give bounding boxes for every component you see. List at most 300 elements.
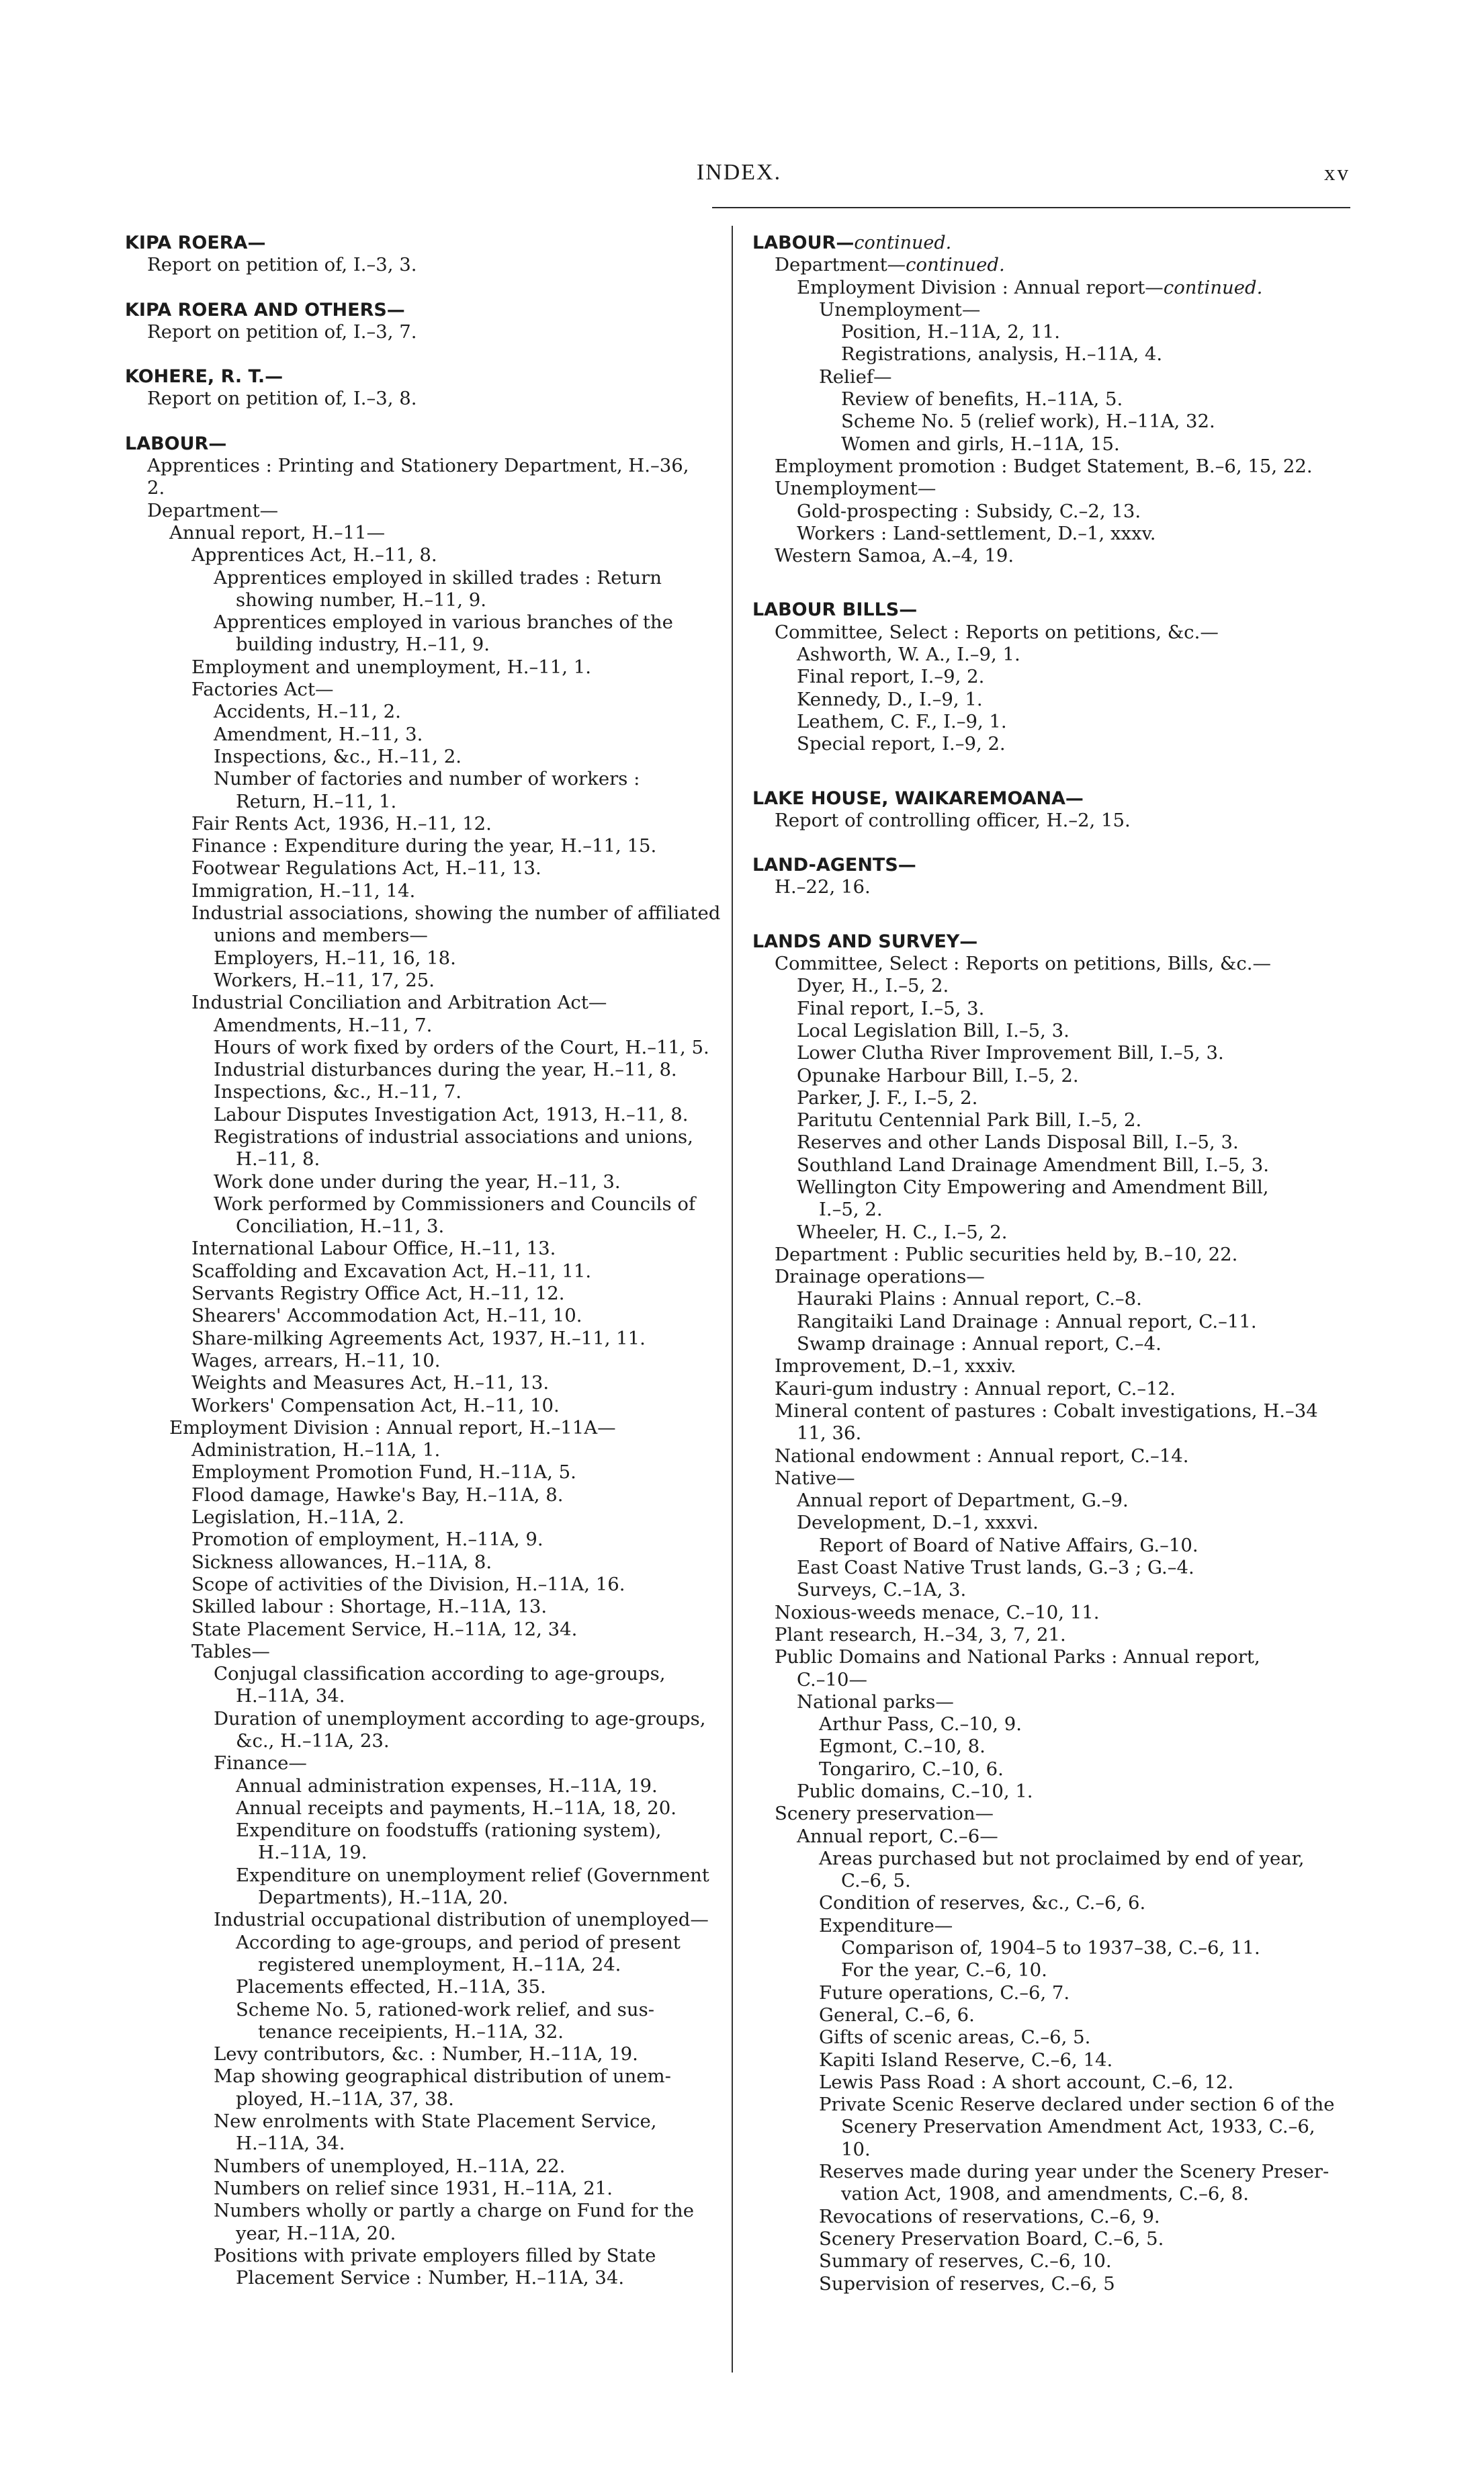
index-entry <box>752 1020 1357 1042</box>
index-entry <box>752 2273 1357 2295</box>
index-entry <box>125 992 719 1014</box>
entry-text: Shearers' Accommodation Act, H.–11, 10. <box>191 1305 582 1327</box>
index-entry <box>752 1736 1357 1758</box>
entry-text: Scenery Preservation Amendment Act, 1933, C.–6, <box>841 2116 1315 2138</box>
entry-text: LABOUR— <box>125 433 227 454</box>
entry-continued: continued. <box>854 232 952 253</box>
entry-text: Return, H.–11, 1. <box>236 790 397 812</box>
entry-text: Report of Board of Native Affairs, G.–10. <box>819 1534 1198 1556</box>
entry-text: showing number, H.–11, 9. <box>236 589 486 611</box>
index-entry <box>125 567 719 589</box>
index-entry <box>752 388 1357 411</box>
entry-text: Kennedy, D., I.–9, 1. <box>797 688 983 710</box>
entry-text: Reserves made during year under the Scenery Preser- <box>819 2161 1329 2183</box>
index-entry <box>752 1311 1357 1333</box>
entry-text: Reserves and other Lands Disposal Bill, I.–5, 3. <box>797 1132 1239 1154</box>
entry-text: Areas purchased but not proclaimed by end of year, <box>819 1847 1305 1869</box>
entry-text: H.–11A, 19. <box>258 1842 367 1864</box>
entry-text: Industrial associations, showing the number of affiliated <box>191 902 721 925</box>
column-divider <box>732 226 733 2373</box>
entry-text: KIPA ROERA AND OTHERS— <box>125 299 405 321</box>
entry-text: 10. <box>841 2138 871 2160</box>
index-entry <box>752 1333 1357 1355</box>
index-entry <box>752 366 1357 388</box>
entry-text: National parks— <box>797 1691 954 1713</box>
entry-text: Conjugal classification according to age-groups, <box>214 1663 666 1685</box>
index-entry <box>752 1400 1357 1422</box>
entry-text: building industry, H.–11, 9. <box>236 634 490 656</box>
entry-text: Lewis Pass Road : A short account, C.–6, 12. <box>819 2071 1234 2093</box>
entry-text: Opunake Harbour Bill, I.–5, 2. <box>797 1064 1079 1086</box>
entry-text: Work done under during the year, H.–11, 3. <box>214 1170 621 1193</box>
index-entry <box>752 1870 1357 1892</box>
index-entry <box>752 1378 1357 1400</box>
index-entry <box>125 679 719 701</box>
entry-text: Finance : Expenditure during the year, H.–11, 15. <box>191 835 657 857</box>
index-entry <box>125 1909 719 1931</box>
index-entry <box>125 321 719 343</box>
entry-text: Annual administration expenses, H.–11A, 19. <box>236 1775 658 1797</box>
page-number: xv <box>1324 161 1350 185</box>
entry-text: Apprentices employed in various branches of the <box>214 611 673 634</box>
index-entry <box>125 1506 719 1529</box>
index-entry <box>752 1557 1357 1579</box>
entry-text: H.–22, 16. <box>775 876 871 898</box>
entry-text: Final report, I.–5, 3. <box>797 997 985 1019</box>
index-entry <box>752 1713 1357 1736</box>
index-entry <box>752 1355 1357 1377</box>
entry-text: Women and girls, H.–11A, 15. <box>841 433 1120 455</box>
entry-text: Fair Rents Act, 1936, H.–11, 12. <box>191 812 492 835</box>
entry-text: Placement Service : Number, H.–11A, 34. <box>236 2267 625 2289</box>
index-entry <box>125 1215 719 1238</box>
index-entry <box>752 1602 1357 1624</box>
index-entry <box>125 477 719 499</box>
entry-text: Tongariro, C.–10, 6. <box>819 1758 1004 1780</box>
entry-text: Numbers on relief since 1931, H.–11A, 21. <box>214 2177 613 2199</box>
index-entry <box>752 2161 1357 2183</box>
entry-text: Gifts of scenic areas, C.–6, 5. <box>819 2026 1091 2049</box>
entry-text: Summary of reserves, C.–6, 10. <box>819 2250 1112 2272</box>
index-entry <box>752 299 1357 321</box>
entry-text: Map showing geographical distribution of unem- <box>214 2065 671 2088</box>
index-entry <box>125 746 719 768</box>
index-entry <box>752 523 1357 545</box>
index-entry <box>752 1445 1357 1467</box>
entry-text: Workers' Compensation Act, H.–11, 10. <box>191 1394 560 1416</box>
entry-text: Department— <box>775 254 906 276</box>
index-entry <box>125 1484 719 1506</box>
entry-text: KIPA ROERA— <box>125 232 266 253</box>
entry-text: Development, D.–1, xxxvi. <box>797 1512 1039 1534</box>
index-entry <box>125 2155 719 2178</box>
index-entry <box>752 1758 1357 1781</box>
index-entry <box>125 1574 719 1596</box>
index-entry <box>125 1104 719 1126</box>
index-entry <box>752 321 1357 343</box>
entry-text: Native— <box>775 1467 855 1489</box>
entry-text: Servants Registry Office Act, H.–11, 12. <box>191 1283 565 1305</box>
entry-text: Employment Division : Annual report— <box>797 276 1164 298</box>
entry-text: Revocations of reservations, C.–6, 9. <box>819 2205 1160 2227</box>
entry-text: International Labour Office, H.–11, 13. <box>191 1238 556 1260</box>
index-entry <box>752 953 1357 975</box>
entry-text: Labour Disputes Investigation Act, 1913, H.–11, 8. <box>214 1103 689 1125</box>
entry-text: Expenditure on unemployment relief (Government <box>236 1864 709 1886</box>
entry-text: Annual report, C.–6— <box>797 1825 998 1847</box>
index-entry <box>125 835 719 857</box>
header-rule <box>712 207 1350 208</box>
entry-text: Egmont, C.–10, 8. <box>819 1736 986 1758</box>
index-entry <box>125 1171 719 1193</box>
index-entry <box>125 1037 719 1059</box>
entry-text: Departments), H.–11A, 20. <box>258 1887 509 1909</box>
entry-spacer <box>752 832 1357 854</box>
entry-text: Employment promotion : Budget Statement, B.–6, 15, 22. <box>775 455 1313 477</box>
index-entry <box>752 2139 1357 2161</box>
entry-text: Department— <box>147 499 279 521</box>
entry-text: Employment Division : Annual report, H.–11A— <box>169 1416 616 1439</box>
index-entry <box>125 2267 719 2289</box>
index-entry <box>752 2072 1357 2094</box>
entry-text: Skilled labour : Shortage, H.–11A, 13. <box>191 1596 548 1618</box>
index-entry <box>752 1624 1357 1646</box>
index-entry <box>752 1937 1357 1959</box>
entry-text: &c., H.–11A, 23. <box>236 1730 390 1752</box>
entry-text: Industrial occupational distribution of unemployed— <box>214 1909 709 1931</box>
index-entry <box>125 1619 719 1641</box>
entry-text: Apprentices : Printing and Stationery Department, H.–36, <box>147 455 689 477</box>
left-index-column <box>125 232 719 2289</box>
index-entry <box>125 701 719 723</box>
index-entry <box>125 1887 719 1909</box>
index-entry <box>125 1842 719 1864</box>
entry-text: For the year, C.–6, 10. <box>841 1959 1047 1981</box>
index-entry <box>125 2043 719 2065</box>
entry-text: Scheme No. 5 (relief work), H.–11A, 32. <box>841 411 1215 433</box>
index-entry <box>125 1283 719 1305</box>
entry-text: Position, H.–11A, 2, 11. <box>841 321 1060 343</box>
index-entry <box>125 1261 719 1283</box>
index-entry <box>752 622 1357 644</box>
index-entry <box>752 545 1357 567</box>
index-entry <box>752 998 1357 1020</box>
index-entry <box>125 634 719 656</box>
index-entry <box>125 2223 719 2245</box>
index-heading <box>752 599 1357 621</box>
entry-text: Apprentices Act, H.–11, 8. <box>191 544 437 566</box>
index-entry <box>752 343 1357 366</box>
entry-text: Hauraki Plains : Annual report, C.–8. <box>797 1288 1142 1310</box>
index-entry <box>125 724 719 746</box>
index-entry <box>125 1461 719 1484</box>
entry-text: Promotion of employment, H.–11A, 9. <box>191 1529 543 1551</box>
entry-text: tenance receipients, H.–11A, 32. <box>258 2020 564 2043</box>
index-entry <box>752 1042 1357 1064</box>
entry-text: Mineral content of pastures : Cobalt investigations, H.–34 <box>775 1400 1318 1422</box>
index-entry <box>752 1781 1357 1803</box>
entry-text: Inspections, &c., H.–11, 7. <box>214 1081 462 1103</box>
entry-text: Annual report, H.–11— <box>169 521 386 544</box>
index-entry <box>752 254 1357 276</box>
index-heading <box>752 931 1357 953</box>
index-entry <box>125 1328 719 1350</box>
index-entry <box>752 277 1357 299</box>
index-entry <box>125 2110 719 2133</box>
index-entry <box>752 1826 1357 1848</box>
index-entry <box>752 1065 1357 1087</box>
index-entry <box>125 947 719 970</box>
index-entry <box>752 433 1357 456</box>
entry-text: Sickness allowances, H.–11A, 8. <box>191 1551 492 1573</box>
index-entry <box>125 1752 719 1775</box>
index-entry <box>752 1669 1357 1691</box>
index-entry <box>752 2049 1357 2072</box>
index-heading <box>125 299 719 321</box>
index-entry <box>125 791 719 813</box>
index-entry <box>125 2245 719 2267</box>
index-entry <box>125 1551 719 1574</box>
entry-text: Inspections, &c., H.–11, 2. <box>214 745 462 767</box>
entry-text: Workers : Land-settlement, D.–1, xxxv. <box>797 522 1156 544</box>
entry-text: Kauri-gum industry : Annual report, C.–12. <box>775 1377 1176 1400</box>
index-entry <box>752 1467 1357 1490</box>
entry-text: Comparison of, 1904–5 to 1937–38, C.–6, 11. <box>841 1937 1260 1959</box>
entry-spacer <box>752 899 1357 931</box>
index-entry <box>752 1646 1357 1668</box>
entry-text: unions and members— <box>214 925 428 947</box>
entry-text: Duration of unemployment according to age-groups, <box>214 1707 706 1730</box>
entry-text: Registrations, analysis, H.–11A, 4. <box>841 343 1163 366</box>
index-entry <box>752 1199 1357 1221</box>
entry-text: Employment Promotion Fund, H.–11A, 5. <box>191 1461 576 1484</box>
index-entry <box>752 1222 1357 1244</box>
index-entry <box>752 1087 1357 1109</box>
entry-text: Levy contributors, &c. : Number, H.–11A, 19. <box>214 2043 638 2065</box>
index-entry <box>752 1915 1357 1937</box>
index-entry <box>125 1641 719 1663</box>
entry-text: Amendment, H.–11, 3. <box>214 723 423 745</box>
index-entry <box>125 1305 719 1327</box>
entry-text: Workers, H.–11, 17, 25. <box>214 969 435 991</box>
entry-text: KOHERE, R. T.— <box>125 366 283 388</box>
index-entry <box>752 1512 1357 1534</box>
index-entry <box>752 1848 1357 1870</box>
index-entry <box>125 857 719 880</box>
entry-text: Placements effected, H.–11A, 35. <box>236 1976 546 1998</box>
index-entry <box>125 2133 719 2155</box>
index-entry <box>752 1244 1357 1266</box>
entry-text: Private Scenic Reserve declared under section 6 of the <box>819 2094 1335 2116</box>
entry-text: Condition of reserves, &c., C.–6, 6. <box>819 1892 1146 1914</box>
entry-text: Apprentices employed in skilled trades : Return <box>214 566 662 589</box>
index-entry <box>125 656 719 679</box>
entry-text: Special report, I.–9, 2. <box>797 733 1006 755</box>
index-entry <box>125 2200 719 2222</box>
entry-spacer <box>125 411 719 433</box>
entry-text: Report of controlling officer, H.–2, 15. <box>775 809 1131 831</box>
index-entry <box>125 1126 719 1148</box>
entry-text: Wheeler, H. C., I.–5, 2. <box>797 1221 1008 1243</box>
index-entry <box>752 2094 1357 2116</box>
entry-text: Committee, Select : Reports on petitions, &c.— <box>775 621 1219 643</box>
index-entry <box>125 1730 719 1752</box>
index-entry <box>125 1059 719 1081</box>
index-heading <box>752 854 1357 876</box>
index-heading <box>752 787 1357 810</box>
index-entry <box>125 1372 719 1394</box>
entry-text: Unemployment— <box>775 478 936 500</box>
index-entry <box>125 1350 719 1372</box>
index-entry <box>752 1803 1357 1825</box>
index-entry <box>752 1177 1357 1199</box>
entry-text: 2. <box>147 477 165 499</box>
entry-text: C.–10— <box>797 1668 868 1691</box>
entry-spacer <box>752 567 1357 599</box>
entry-text: Gold-prospecting : Subsidy, C.–2, 13. <box>797 500 1141 522</box>
index-entry <box>125 1148 719 1170</box>
entry-text: Dyer, H., I.–5, 2. <box>797 975 949 997</box>
index-entry <box>125 1663 719 1685</box>
entry-text: Immigration, H.–11, 14. <box>191 880 416 902</box>
entry-text: Employers, H.–11, 16, 18. <box>214 947 456 969</box>
entry-text: Footwear Regulations Act, H.–11, 13. <box>191 857 541 880</box>
entry-text: Future operations, C.–6, 7. <box>819 1981 1070 2004</box>
index-entry <box>125 1238 719 1260</box>
entry-text: Local Legislation Bill, I.–5, 3. <box>797 1019 1070 1041</box>
index-entry <box>752 1132 1357 1154</box>
entry-text: Report on petition of, I.–3, 3. <box>147 254 417 276</box>
entry-text: Committee, Select : Reports on petitions, Bills, &c.— <box>775 953 1272 975</box>
index-entry <box>125 1708 719 1730</box>
entry-text: LAKE HOUSE, WAIKAREMOANA— <box>752 787 1084 809</box>
page-header <box>128 160 1350 194</box>
entry-text: Work performed by Commissioners and Councils of <box>214 1193 696 1215</box>
entry-text: Lower Clutha River Improvement Bill, I.–5, 3. <box>797 1042 1224 1064</box>
entry-text: Registrations of industrial associations and unions, <box>214 1125 693 1148</box>
index-entry <box>125 2065 719 2088</box>
entry-spacer <box>752 756 1357 787</box>
entry-text: East Coast Native Trust lands, G.–3 ; G.–4. <box>797 1557 1194 1579</box>
index-entry <box>125 1015 719 1037</box>
index-entry <box>752 1691 1357 1713</box>
entry-text: Accidents, H.–11, 2. <box>214 701 401 723</box>
entry-text: Final report, I.–9, 2. <box>797 666 985 688</box>
entry-text: Scope of activities of the Division, H.–11A, 16. <box>191 1573 625 1595</box>
index-heading <box>125 232 719 254</box>
entry-text: Wages, arrears, H.–11, 10. <box>191 1349 441 1371</box>
entry-text: Scheme No. 5, rationed-work relief, and sus- <box>236 1998 655 2020</box>
entry-text: Parker, J. F., I.–5, 2. <box>797 1086 978 1109</box>
index-entry <box>125 2178 719 2200</box>
entry-text: Noxious-weeds menace, C.–10, 11. <box>775 1601 1100 1623</box>
entry-text: Department : Public securities held by, B.–10, 22. <box>775 1243 1238 1265</box>
entry-text: LANDS AND SURVEY— <box>752 931 978 952</box>
entry-text: Ashworth, W. A., I.–9, 1. <box>797 644 1020 666</box>
page-title: INDEX. <box>696 160 782 185</box>
entry-text: Scaffolding and Excavation Act, H.–11, 11. <box>191 1260 592 1282</box>
entry-text: Western Samoa, A.–4, 19. <box>775 545 1014 567</box>
entry-text: Amendments, H.–11, 7. <box>214 1014 433 1036</box>
index-entry <box>125 902 719 925</box>
entry-text: Weights and Measures Act, H.–11, 13. <box>191 1372 550 1394</box>
entry-text: year, H.–11A, 20. <box>236 2222 396 2244</box>
entry-text: Tables— <box>191 1640 270 1662</box>
index-entry <box>752 1288 1357 1310</box>
entry-text: Factories Act— <box>191 679 334 701</box>
index-entry <box>125 1193 719 1215</box>
entry-text: Administration, H.–11A, 1. <box>191 1439 441 1461</box>
entry-text: Arthur Pass, C.–10, 9. <box>819 1713 1022 1736</box>
entry-text: LABOUR BILLS— <box>752 599 918 621</box>
index-entry <box>752 1892 1357 1914</box>
index-heading <box>752 232 1357 254</box>
entry-text: State Placement Service, H.–11A, 12, 34. <box>191 1618 578 1640</box>
entry-text: Flood damage, Hawke's Bay, H.–11A, 8. <box>191 1484 564 1506</box>
index-entry <box>125 388 719 410</box>
index-entry <box>125 1596 719 1618</box>
index-entry <box>752 2026 1357 2049</box>
index-entry <box>752 975 1357 997</box>
entry-text: Unemployment— <box>819 298 981 321</box>
entry-text: General, C.–6, 6. <box>819 2004 975 2026</box>
index-entry <box>752 2004 1357 2026</box>
entry-text: Surveys, C.–1A, 3. <box>797 1579 967 1601</box>
entry-text: LAND-AGENTS— <box>752 855 916 876</box>
index-entry <box>752 2116 1357 2138</box>
index-entry <box>125 1081 719 1103</box>
index-entry <box>752 411 1357 433</box>
entry-text: Plant research, H.–34, 3, 7, 21. <box>775 1623 1066 1646</box>
index-entry <box>752 2228 1357 2250</box>
index-entry <box>752 644 1357 666</box>
index-entry <box>752 1490 1357 1512</box>
entry-text: Wellington City Empowering and Amendment Bill, <box>797 1176 1269 1198</box>
entry-text: Expenditure— <box>819 1914 953 1936</box>
entry-text: Improvement, D.–1, xxxiv. <box>775 1355 1016 1377</box>
entry-spacer <box>125 343 719 366</box>
entry-text: H.–11A, 34. <box>236 2133 345 2155</box>
index-entry <box>752 876 1357 898</box>
index-entry <box>125 1865 719 1887</box>
entry-text: Numbers wholly or partly a charge on Fund for the <box>214 2200 695 2222</box>
entry-continued: continued. <box>1163 276 1263 298</box>
entry-text: Numbers of unemployed, H.–11A, 22. <box>214 2155 566 2177</box>
index-entry <box>125 813 719 835</box>
entry-text: Report on petition of, I.–3, 8. <box>147 388 417 410</box>
entry-text: I.–5, 2. <box>819 1199 883 1221</box>
index-entry <box>752 689 1357 711</box>
entry-text: Industrial Conciliation and Arbitration Act— <box>191 992 607 1014</box>
index-heading <box>125 433 719 455</box>
index-entry <box>752 1579 1357 1601</box>
entry-text: Kapiti Island Reserve, C.–6, 14. <box>819 2049 1113 2071</box>
index-entry <box>125 500 719 522</box>
index-entry <box>125 455 719 477</box>
entry-text: H.–11A, 34. <box>236 1685 345 1707</box>
index-heading <box>125 366 719 388</box>
index-entry <box>125 1395 719 1417</box>
entry-text: Expenditure on foodstuffs (rationing system), <box>236 1820 662 1842</box>
index-entry <box>752 1959 1357 1981</box>
entry-text: Number of factories and number of workers : <box>214 768 640 790</box>
index-entry <box>752 1535 1357 1557</box>
entry-text: Review of benefits, H.–11A, 5. <box>841 388 1123 411</box>
index-entry <box>752 1154 1357 1177</box>
entry-text: Supervision of reserves, C.–6, 5 <box>819 2272 1115 2295</box>
index-entry <box>752 666 1357 688</box>
entry-text: Finance— <box>214 1752 307 1775</box>
